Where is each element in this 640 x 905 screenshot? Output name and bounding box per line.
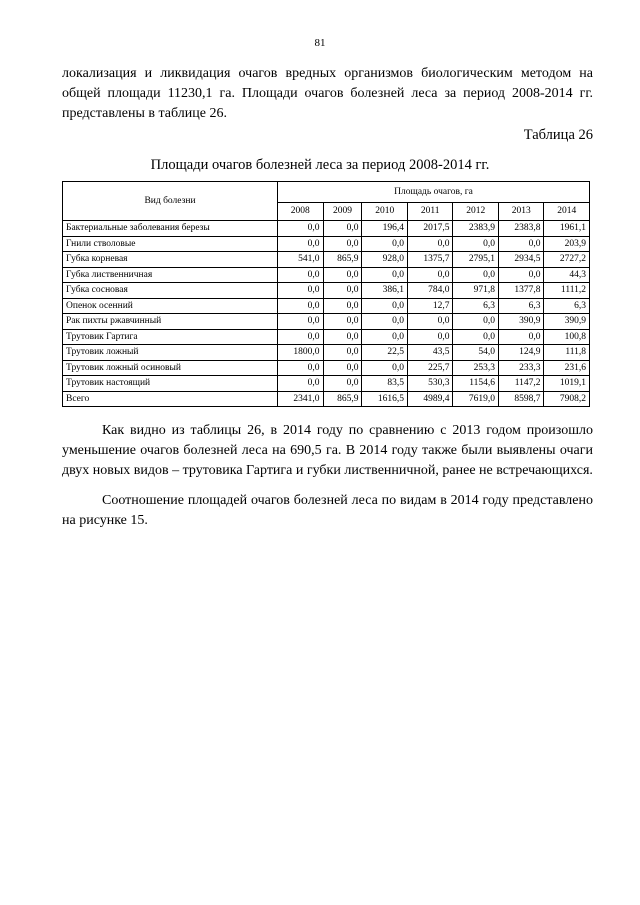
table-row — [63, 236, 590, 252]
area-value-cell: 44,3 — [544, 267, 590, 283]
area-value-cell: 0,0 — [278, 221, 324, 237]
disease-name-cell: Бактериальные заболевания березы — [63, 221, 278, 237]
column-header-area: Площадь очагов, га — [278, 182, 590, 203]
disease-name-cell: Рак пихты ржавчинный — [63, 314, 278, 330]
area-value-cell: 12,7 — [407, 298, 453, 314]
disease-name-cell: Губка корневая — [63, 252, 278, 268]
table-label: Таблица 26 — [523, 127, 593, 143]
table-body — [63, 221, 590, 407]
column-header-disease: Вид болезни — [63, 182, 278, 221]
table-row — [63, 298, 590, 314]
year-header: 2012 — [453, 203, 499, 221]
year-header: 2011 — [407, 203, 453, 221]
area-value-cell: 0,0 — [407, 267, 453, 283]
area-value-cell: 0,0 — [278, 360, 324, 376]
body-paragraph-comparison: Как видно из таблицы 26, в 2014 году по сравнению с 2013 годом произошло уменьшение очагов болезней леса на 690,5 га. В 2014 году также были выявлены очаги двух новых видов – трутовика Гартига и губки лиственничной, ранее не встречающихся. — [62, 423, 593, 478]
area-value-cell: 0,0 — [407, 329, 453, 345]
area-value-cell: 386,1 — [362, 283, 408, 299]
disease-name-cell: Гнили стволовые — [63, 236, 278, 252]
area-value-cell: 0,0 — [278, 314, 324, 330]
area-value-cell: 83,5 — [362, 376, 408, 392]
area-value-cell: 196,4 — [362, 221, 408, 237]
area-value-cell: 6,3 — [453, 298, 499, 314]
area-value-cell: 253,3 — [453, 360, 499, 376]
area-value-cell: 4989,4 — [407, 391, 453, 407]
table-row — [63, 221, 590, 237]
area-value-cell: 541,0 — [278, 252, 324, 268]
area-value-cell: 0,0 — [278, 283, 324, 299]
area-value-cell: 2795,1 — [453, 252, 499, 268]
disease-name-cell: Опенок осенний — [63, 298, 278, 314]
area-value-cell: 1147,2 — [498, 376, 544, 392]
area-value-cell: 390,9 — [498, 314, 544, 330]
area-value-cell: 0,0 — [362, 329, 408, 345]
area-value-cell: 0,0 — [323, 314, 362, 330]
area-value-cell: 530,3 — [407, 376, 453, 392]
area-value-cell: 0,0 — [323, 329, 362, 345]
area-value-cell: 0,0 — [278, 376, 324, 392]
area-value-cell: 0,0 — [362, 360, 408, 376]
table-row — [63, 252, 590, 268]
area-value-cell: 0,0 — [453, 267, 499, 283]
area-value-cell: 203,9 — [544, 236, 590, 252]
area-value-cell: 1616,5 — [362, 391, 408, 407]
area-value-cell: 0,0 — [323, 360, 362, 376]
area-value-cell: 1111,2 — [544, 283, 590, 299]
area-value-cell: 22,5 — [362, 345, 408, 361]
area-value-cell: 0,0 — [362, 298, 408, 314]
table-row — [63, 345, 590, 361]
disease-area-table — [62, 181, 590, 407]
area-value-cell: 8598,7 — [498, 391, 544, 407]
area-value-cell: 0,0 — [453, 314, 499, 330]
area-value-cell: 6,3 — [544, 298, 590, 314]
area-value-cell: 0,0 — [407, 236, 453, 252]
table-row — [63, 267, 590, 283]
area-value-cell: 111,8 — [544, 345, 590, 361]
area-value-cell: 971,8 — [453, 283, 499, 299]
year-header: 2014 — [544, 203, 590, 221]
area-value-cell: 43,5 — [407, 345, 453, 361]
table-row — [63, 329, 590, 345]
area-value-cell: 865,9 — [323, 391, 362, 407]
area-value-cell: 7619,0 — [453, 391, 499, 407]
area-value-cell: 0,0 — [323, 221, 362, 237]
area-value-cell: 2341,0 — [278, 391, 324, 407]
area-value-cell: 0,0 — [362, 267, 408, 283]
area-value-cell: 233,3 — [498, 360, 544, 376]
area-value-cell: 1375,7 — [407, 252, 453, 268]
area-value-cell: 1961,1 — [544, 221, 590, 237]
year-header: 2008 — [278, 203, 324, 221]
area-value-cell: 0,0 — [362, 236, 408, 252]
area-value-cell: 0,0 — [278, 236, 324, 252]
disease-name-cell: Всего — [63, 391, 278, 407]
area-value-cell: 0,0 — [278, 298, 324, 314]
area-value-cell: 2934,5 — [498, 252, 544, 268]
year-header: 2013 — [498, 203, 544, 221]
area-value-cell: 0,0 — [498, 329, 544, 345]
area-value-cell: 0,0 — [362, 314, 408, 330]
area-value-cell: 0,0 — [407, 314, 453, 330]
area-value-cell: 390,9 — [544, 314, 590, 330]
area-value-cell: 6,3 — [498, 298, 544, 314]
area-value-cell: 2383,8 — [498, 221, 544, 237]
area-value-cell: 1800,0 — [278, 345, 324, 361]
area-value-cell: 0,0 — [323, 298, 362, 314]
area-value-cell: 54,0 — [453, 345, 499, 361]
area-value-cell: 1019,1 — [544, 376, 590, 392]
area-value-cell: 928,0 — [362, 252, 408, 268]
area-value-cell: 124,9 — [498, 345, 544, 361]
disease-name-cell: Трутовик Гартига — [63, 329, 278, 345]
area-value-cell: 2727,2 — [544, 252, 590, 268]
intro-paragraph: локализация и ликвидация очагов вредных организмов биологическим методом на общей площади 11230,1 га. Площади очагов болезней леса за период 2008-2014 гг. представлены в таблице 26. — [62, 66, 593, 121]
area-value-cell: 0,0 — [453, 236, 499, 252]
table-row — [63, 376, 590, 392]
area-value-cell: 0,0 — [323, 345, 362, 361]
area-value-cell: 231,6 — [544, 360, 590, 376]
table-row — [63, 283, 590, 299]
area-value-cell: 2383,9 — [453, 221, 499, 237]
disease-name-cell: Трутовик ложный — [63, 345, 278, 361]
disease-name-cell: Трутовик ложный осиновый — [63, 360, 278, 376]
area-value-cell: 0,0 — [323, 283, 362, 299]
area-value-cell: 225,7 — [407, 360, 453, 376]
area-value-cell: 1377,8 — [498, 283, 544, 299]
disease-name-cell: Губка лиственничная — [63, 267, 278, 283]
area-value-cell: 2017,5 — [407, 221, 453, 237]
area-value-cell: 0,0 — [498, 267, 544, 283]
area-value-cell: 0,0 — [323, 236, 362, 252]
area-value-cell: 7908,2 — [544, 391, 590, 407]
year-header: 2009 — [323, 203, 362, 221]
area-value-cell: 0,0 — [323, 267, 362, 283]
disease-name-cell: Трутовик настоящий — [63, 376, 278, 392]
area-value-cell: 0,0 — [278, 267, 324, 283]
table-row — [63, 391, 590, 407]
year-header: 2010 — [362, 203, 408, 221]
page-number: 81 — [314, 37, 326, 49]
disease-name-cell: Губка сосновая — [63, 283, 278, 299]
table-title: Площади очагов болезней леса за период 2008-2014 гг. — [150, 157, 490, 173]
table-row — [63, 360, 590, 376]
area-value-cell: 1154,6 — [453, 376, 499, 392]
area-value-cell: 100,8 — [544, 329, 590, 345]
area-value-cell: 0,0 — [453, 329, 499, 345]
area-value-cell: 0,0 — [498, 236, 544, 252]
area-value-cell: 784,0 — [407, 283, 453, 299]
table-row — [63, 314, 590, 330]
body-paragraph-figure-ref: Соотношение площадей очагов болезней леса по видам в 2014 году представлено на рисунке 15. — [62, 493, 593, 528]
area-value-cell: 0,0 — [278, 329, 324, 345]
area-value-cell: 865,9 — [323, 252, 362, 268]
area-value-cell: 0,0 — [323, 376, 362, 392]
